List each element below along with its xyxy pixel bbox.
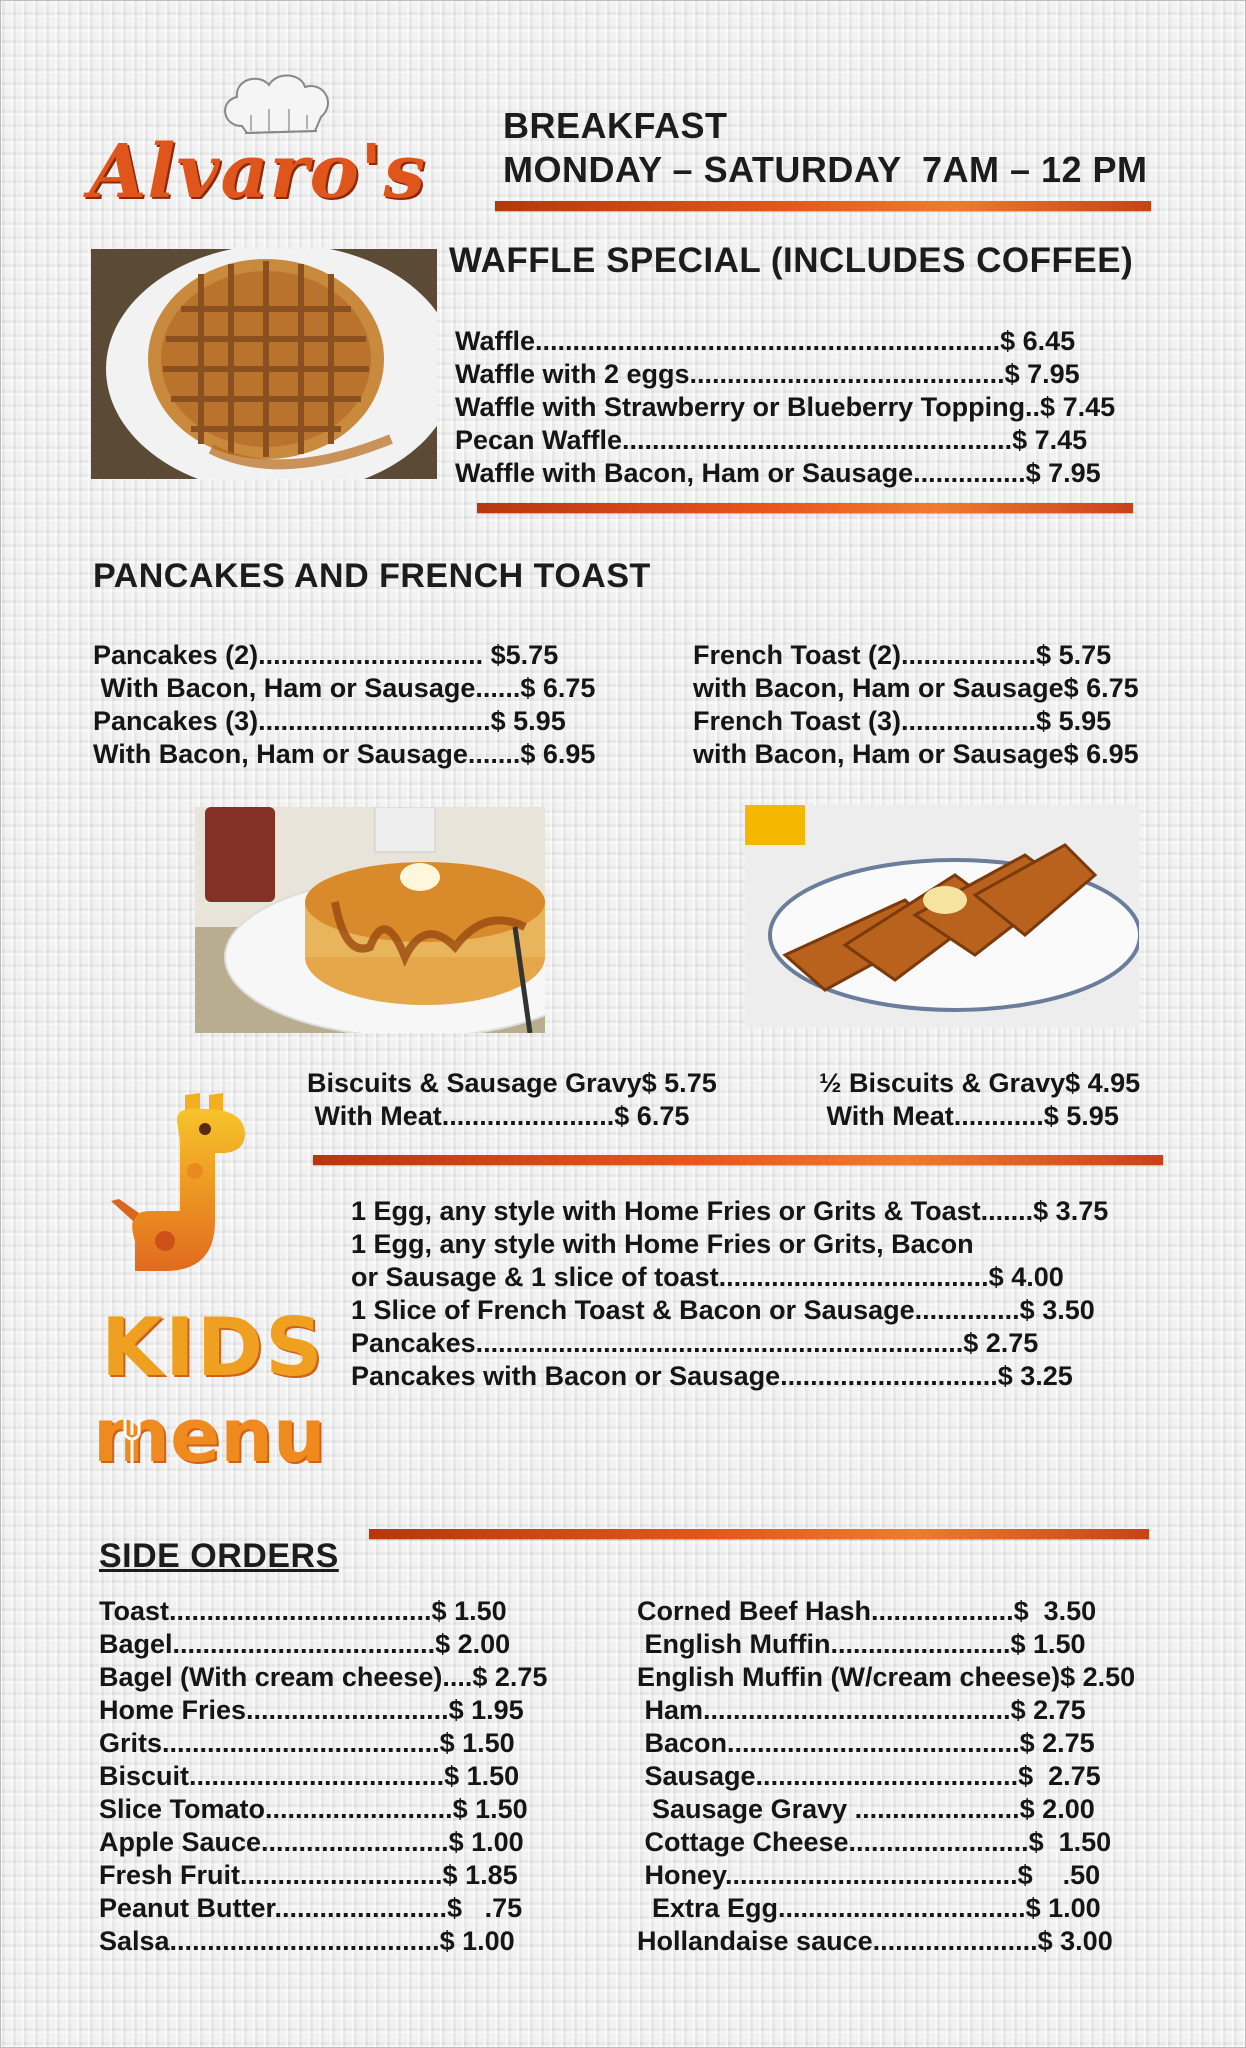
list-item: English Muffin (W/cream cheese)$ 2.50 <box>637 1662 1136 1692</box>
list-item: Grits.....................................$ 1.50 <box>99 1728 515 1758</box>
list-item: 1 Egg, any style with Home Fries or Grits, Bacon <box>351 1229 974 1259</box>
list-item: Biscuit..................................$ 1.50 <box>99 1761 520 1791</box>
list-item: French Toast (3)..................$ 5.95 <box>693 706 1112 736</box>
list-item: English Muffin........................$ 1.50 <box>637 1629 1086 1659</box>
biscuits-divider <box>313 1155 1163 1165</box>
list-item: With Meat............$ 5.95 <box>819 1101 1119 1131</box>
list-item: Pancakes.................................................................$ 2.75 <box>351 1328 1039 1358</box>
list-item: Waffle..............................................................$ 6.45 <box>455 326 1076 356</box>
pancakes-list <box>93 639 595 771</box>
list-item: Pancakes (3)...............................$ 5.95 <box>93 706 566 736</box>
list-item: or Sausage & 1 slice of toast....................................$ 4.00 <box>351 1262 1064 1292</box>
pancakes-section-title: PANCAKES AND FRENCH TOAST <box>93 557 651 595</box>
list-item: Waffle with 2 eggs..........................................$ 7.95 <box>455 359 1080 389</box>
list-item: Pancakes with Bacon or Sausage.............................$ 3.25 <box>351 1361 1073 1391</box>
list-item: Bagel...................................$ 2.00 <box>99 1629 511 1659</box>
kids-item-list <box>351 1195 1108 1393</box>
list-item: Bagel (With cream cheese)....$ 2.75 <box>99 1662 548 1692</box>
list-item: Pecan Waffle....................................................$ 7.45 <box>455 425 1088 455</box>
waffle-section-title: WAFFLE SPECIAL (INCLUDES COFFEE) <box>449 241 1134 280</box>
pancakes-photo <box>195 807 545 1033</box>
list-item: Hollandaise sauce......................$ 3.00 <box>637 1926 1113 1956</box>
kids-word: KIDS <box>101 1301 325 1394</box>
list-item: Biscuits & Sausage Gravy$ 5.75 <box>307 1068 717 1098</box>
sides-right-list <box>637 1595 1135 1958</box>
brand-name: Alvaro's <box>89 129 427 215</box>
sides-left-list <box>99 1595 547 1958</box>
list-item: Cottage Cheese........................$ 1.50 <box>637 1827 1112 1857</box>
list-item: French Toast (2)..................$ 5.75 <box>693 640 1112 670</box>
list-item: Apple Sauce.........................$ 1.00 <box>99 1827 524 1857</box>
list-item: Corned Beef Hash...................$ 3.50 <box>637 1596 1097 1626</box>
list-item: Extra Egg.................................$ 1.00 <box>637 1893 1101 1923</box>
list-item: Slice Tomato.........................$ 1.50 <box>99 1794 528 1824</box>
list-item: Bacon.......................................$ 2.75 <box>637 1728 1095 1758</box>
list-item: Peanut Butter.......................$ .75 <box>99 1893 523 1923</box>
meal-title: BREAKFAST <box>503 105 728 146</box>
biscuits-list <box>307 1067 717 1133</box>
list-item: Waffle with Strawberry or Blueberry Topping..$ 7.45 <box>455 392 1116 422</box>
kids-divider <box>369 1529 1149 1539</box>
fork-icon <box>121 1419 143 1469</box>
list-item: with Bacon, Ham or Sausage$ 6.75 <box>693 673 1139 703</box>
french-toast-list <box>693 639 1139 771</box>
half-biscuits-list <box>819 1067 1140 1133</box>
list-item: Salsa....................................$ 1.00 <box>99 1926 515 1956</box>
menu-word: menu <box>93 1393 326 1479</box>
list-item: Honey.......................................$ .50 <box>637 1860 1101 1890</box>
sides-section-title: SIDE ORDERS <box>99 1537 339 1575</box>
list-item: With Meat.......................$ 6.75 <box>307 1101 690 1131</box>
french-toast-photo <box>745 805 1139 1027</box>
list-item: With Bacon, Ham or Sausage.......$ 6.95 <box>93 739 596 769</box>
giraffe-icon <box>105 1081 275 1281</box>
list-item: With Bacon, Ham or Sausage......$ 6.75 <box>93 673 596 703</box>
hours-text: MONDAY – SATURDAY 7AM – 12 PM <box>503 149 1148 190</box>
list-item: ½ Biscuits & Gravy$ 4.95 <box>819 1068 1141 1098</box>
list-item: with Bacon, Ham or Sausage$ 6.95 <box>693 739 1139 769</box>
header-divider <box>495 201 1151 211</box>
waffle-divider <box>477 503 1133 513</box>
list-item: Pancakes (2).............................. $5.75 <box>93 640 559 670</box>
list-item: Waffle with Bacon, Ham or Sausage...............$ 7.95 <box>455 458 1101 488</box>
list-item: Ham.........................................$ 2.75 <box>637 1695 1086 1725</box>
list-item: Sausage Gravy ......................$ 2.00 <box>637 1794 1095 1824</box>
list-item: Sausage...................................$ 2.75 <box>637 1761 1101 1791</box>
waffle-photo <box>91 249 437 479</box>
list-item: Toast...................................$ 1.50 <box>99 1596 507 1626</box>
brand-logo <box>89 71 469 221</box>
waffle-item-list <box>455 325 1115 490</box>
list-item: Home Fries...........................$ 1.95 <box>99 1695 524 1725</box>
list-item: 1 Slice of French Toast & Bacon or Sausage..............$ 3.50 <box>351 1295 1095 1325</box>
list-item: Fresh Fruit...........................$ 1.85 <box>99 1860 518 1890</box>
list-item: 1 Egg, any style with Home Fries or Grits & Toast.......$ 3.75 <box>351 1196 1109 1226</box>
